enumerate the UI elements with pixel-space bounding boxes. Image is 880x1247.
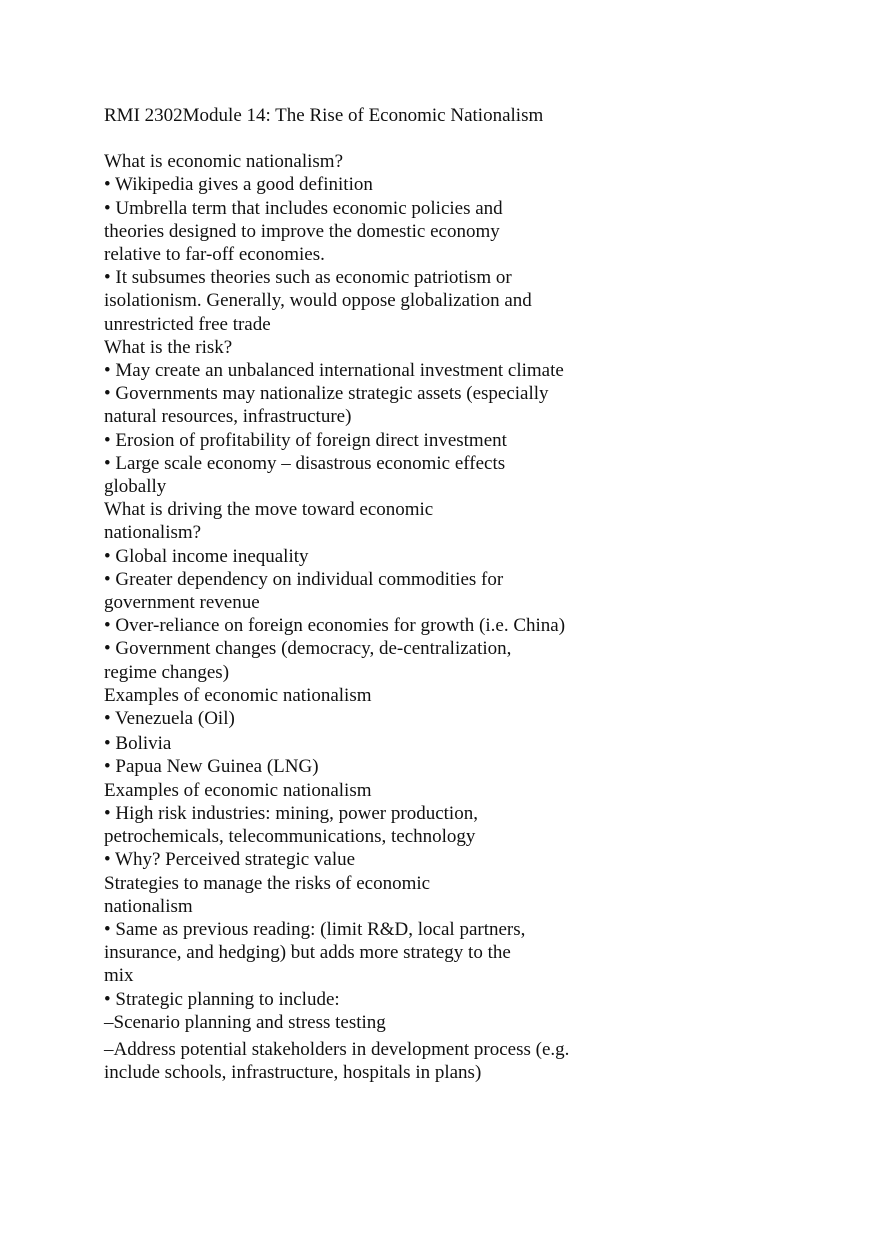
text-line: natural resources, infrastructure) xyxy=(104,406,352,428)
text-line: isolationism. Generally, would oppose globalization and xyxy=(104,290,532,312)
text-line: regime changes) xyxy=(104,661,230,683)
bullet-line: • Venezuela (Oil) xyxy=(104,708,235,730)
bullet-line: • Bolivia xyxy=(104,733,172,755)
bullet-line: • May create an unbalanced international investment climate xyxy=(104,360,564,382)
section-heading: What is the risk? xyxy=(104,336,233,358)
text-line: petrochemicals, telecommunications, technology xyxy=(104,826,476,848)
sub-bullet-line: –Scenario planning and stress testing xyxy=(104,1011,386,1033)
bullet-line: • Wikipedia gives a good definition xyxy=(104,174,373,196)
document-body xyxy=(104,104,664,1084)
text-line: government revenue xyxy=(104,592,260,614)
text-line: globally xyxy=(104,476,167,498)
text-line: unrestricted free trade xyxy=(104,313,271,335)
section-heading-continuation: nationalism xyxy=(104,895,193,917)
bullet-line: • Greater dependency on individual commodities for xyxy=(104,568,504,590)
section-heading: Strategies to manage the risks of economic xyxy=(104,872,431,894)
bullet-line: • Papua New Guinea (LNG) xyxy=(104,756,319,778)
section-heading: Examples of economic nationalism xyxy=(104,779,372,801)
text-line: insurance, and hedging) but adds more strategy to the xyxy=(104,942,511,964)
bullet-line: • Over-reliance on foreign economies for growth (i.e. China) xyxy=(104,615,566,637)
document-title: RMI 2302Module 14: The Rise of Economic Nationalism xyxy=(104,105,544,126)
bullet-line: • High risk industries: mining, power production, xyxy=(104,802,478,824)
text-line: mix xyxy=(104,965,134,987)
section-heading-continuation: nationalism? xyxy=(104,522,202,544)
bullet-line: • Large scale economy – disastrous economic effects xyxy=(104,452,506,474)
bullet-line: • Governments may nationalize strategic assets (especially xyxy=(104,383,549,405)
section-heading: Examples of economic nationalism xyxy=(104,684,372,706)
text-line: theories designed to improve the domestic economy xyxy=(104,220,500,242)
section-heading: What is driving the move toward economic xyxy=(104,499,434,521)
bullet-line: • Global income inequality xyxy=(104,545,309,567)
bullet-line: • Umbrella term that includes economic policies and xyxy=(104,197,503,219)
text-line: include schools, infrastructure, hospitals in plans) xyxy=(104,1062,482,1084)
section-heading: What is economic nationalism? xyxy=(104,151,344,173)
sub-bullet-line: –Address potential stakeholders in development process (e.g. xyxy=(104,1038,570,1060)
bullet-line: • Government changes (democracy, de-centralization, xyxy=(104,638,512,660)
bullet-line: • Strategic planning to include: xyxy=(104,988,340,1010)
bullet-line: • Why? Perceived strategic value xyxy=(104,849,356,871)
bullet-line: • Erosion of profitability of foreign direct investment xyxy=(104,429,507,451)
bullet-line: • Same as previous reading: (limit R&D, local partners, xyxy=(104,918,526,940)
bullet-line: • It subsumes theories such as economic patriotism or xyxy=(104,267,512,289)
text-line: relative to far-off economies. xyxy=(104,244,325,266)
